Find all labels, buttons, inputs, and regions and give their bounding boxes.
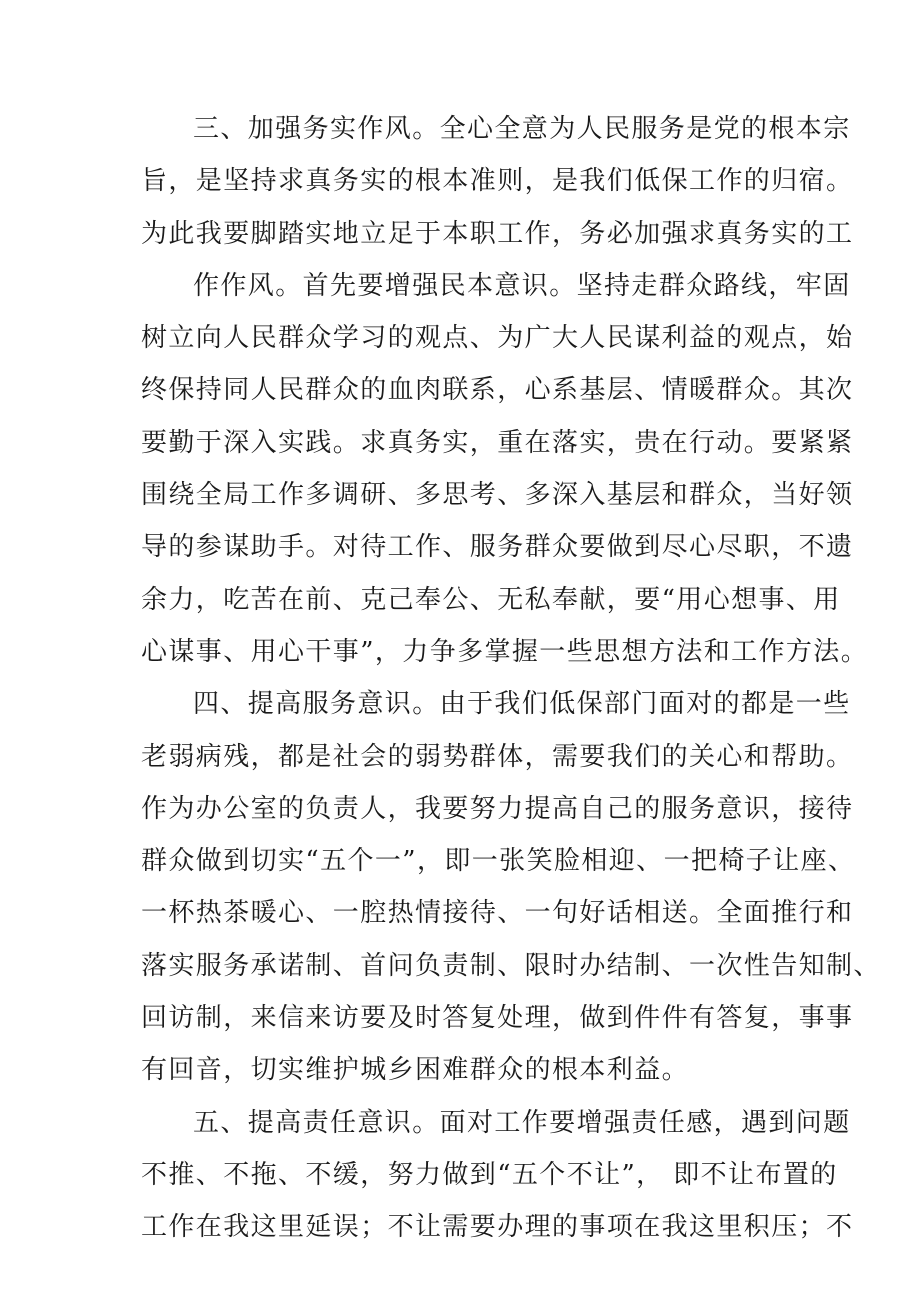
text-line: 一杯热茶暖心、一腔热情接待、一句好话相送。全面推行和 xyxy=(141,898,854,929)
text-line: 余力，吃苦在前、克己奉公、无私奉献，要“用心想事、用 xyxy=(141,584,841,615)
text-line: 围绕全局工作多调研、多思考、多深入基层和群众，当好领 xyxy=(141,480,854,511)
text-line: 不推、不拖、不缓，努力做到“五个不让”， 即不让布置的 xyxy=(141,1159,838,1190)
text-line: 作作风。首先要增强民本意识。坚持走群众路线，牢固 xyxy=(193,270,851,301)
text-line: 终保持同人民群众的血肉联系，心系基层、情暖群众。其次 xyxy=(141,375,854,406)
text-line: 树立向人民群众学习的观点、为广大人民谋利益的观点，始 xyxy=(141,323,854,354)
text-line: 心谋事、用心干事”，力争多掌握一些思想方法和工作方法。 xyxy=(141,636,869,667)
text-line: 导的参谋助手。对待工作、服务群众要做到尽心尽职，不遗 xyxy=(141,532,854,563)
text-line: 三、加强务实作风。全心全意为人民服务是党的根本宗 xyxy=(193,114,851,144)
text-line: 五、提高责任意识。面对工作要增强责任感，遇到问题 xyxy=(193,1107,851,1138)
text-line: 老弱病残，都是社会的弱势群体，需要我们的关心和帮助。 xyxy=(141,741,854,772)
text-line: 工作在我这里延误；不让需要办理的事项在我这里积压；不 xyxy=(141,1212,854,1243)
text-line: 旨，是坚持求真务实的根本准则，是我们低保工作的归宿。 xyxy=(141,166,854,197)
text-line: 作为办公室的负责人，我要努力提高自己的服务意识，接待 xyxy=(141,793,854,824)
text-line: 群众做到切实“五个一”，即一张笑脸相迎、一把椅子让座、 xyxy=(141,846,856,877)
text-line: 四、提高服务意识。由于我们低保部门面对的都是一些 xyxy=(193,689,851,720)
text-line: 有回音，切实维护城乡困难群众的根本利益。 xyxy=(141,1055,690,1086)
document-body xyxy=(141,103,881,1254)
text-line: 落实服务承诺制、首问负责制、限时办结制、一次性告知制、 xyxy=(141,950,881,981)
text-line: 要勤于深入实践。求真务实，重在落实，贵在行动。要紧紧 xyxy=(141,427,854,458)
text-line: 回访制，来信来访要及时答复处理，做到件件有答复，事事 xyxy=(141,1003,854,1034)
text-line: 为此我要脚踏实地立足于本职工作，务必加强求真务实的工 xyxy=(141,218,854,249)
